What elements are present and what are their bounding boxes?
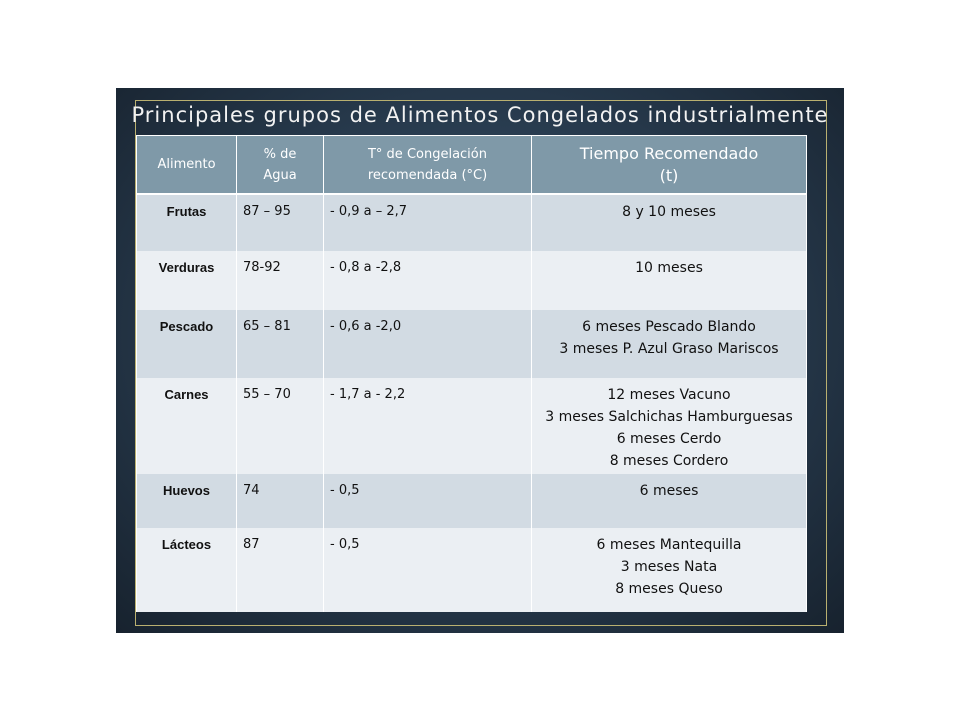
- freezing-temp: - 0,5: [324, 528, 532, 612]
- slide-title: Principales grupos de Alimentos Congelados industrialmente: [131, 103, 829, 127]
- water-percent: 87: [237, 528, 324, 612]
- freezing-temp: - 1,7 a - 2,2: [324, 378, 532, 474]
- food-name: Frutas: [166, 204, 207, 219]
- food-name: Carnes: [164, 387, 209, 402]
- recommended-time: 10 meses: [532, 251, 807, 310]
- recommended-time: 8 y 10 meses: [532, 194, 807, 251]
- freezing-temp: - 0,6 a -2,0: [324, 310, 532, 378]
- table-row: [137, 251, 807, 310]
- table-header-row: [137, 136, 807, 195]
- recommended-time: 6 meses: [532, 474, 807, 528]
- freezing-temp: - 0,9 a – 2,7: [324, 194, 532, 251]
- water-percent: 55 – 70: [237, 378, 324, 474]
- water-percent: 65 – 81: [237, 310, 324, 378]
- table-row: [137, 528, 807, 612]
- header-temperatura: T° de Congelación recomendada (°C): [324, 136, 532, 195]
- water-percent: 78-92: [237, 251, 324, 310]
- water-percent: 74: [237, 474, 324, 528]
- food-name: Verduras: [158, 260, 215, 275]
- header-agua: % de Agua: [237, 136, 324, 195]
- table-row: [137, 474, 807, 528]
- frozen-foods-table: [136, 135, 807, 612]
- food-name: Huevos: [163, 483, 210, 498]
- header-alimento: Alimento: [137, 136, 237, 195]
- recommended-time: 12 meses Vacuno 3 meses Salchichas Hamburguesas 6 meses Cerdo 8 meses Cordero: [532, 378, 807, 474]
- water-percent: 87 – 95: [237, 194, 324, 251]
- freezing-temp: - 0,8 a -2,8: [324, 251, 532, 310]
- recommended-time: 6 meses Mantequilla 3 meses Nata 8 meses Queso: [532, 528, 807, 612]
- food-name: Pescado: [159, 319, 214, 334]
- freezing-temp: - 0,5: [324, 474, 532, 528]
- table-row: [137, 378, 807, 474]
- food-name: Lácteos: [161, 537, 212, 552]
- header-tiempo: Tiempo Recomendado (t): [532, 136, 807, 195]
- table-row: [137, 310, 807, 378]
- table-row: [137, 194, 807, 251]
- recommended-time: 6 meses Pescado Blando 3 meses P. Azul Graso Mariscos: [532, 310, 807, 378]
